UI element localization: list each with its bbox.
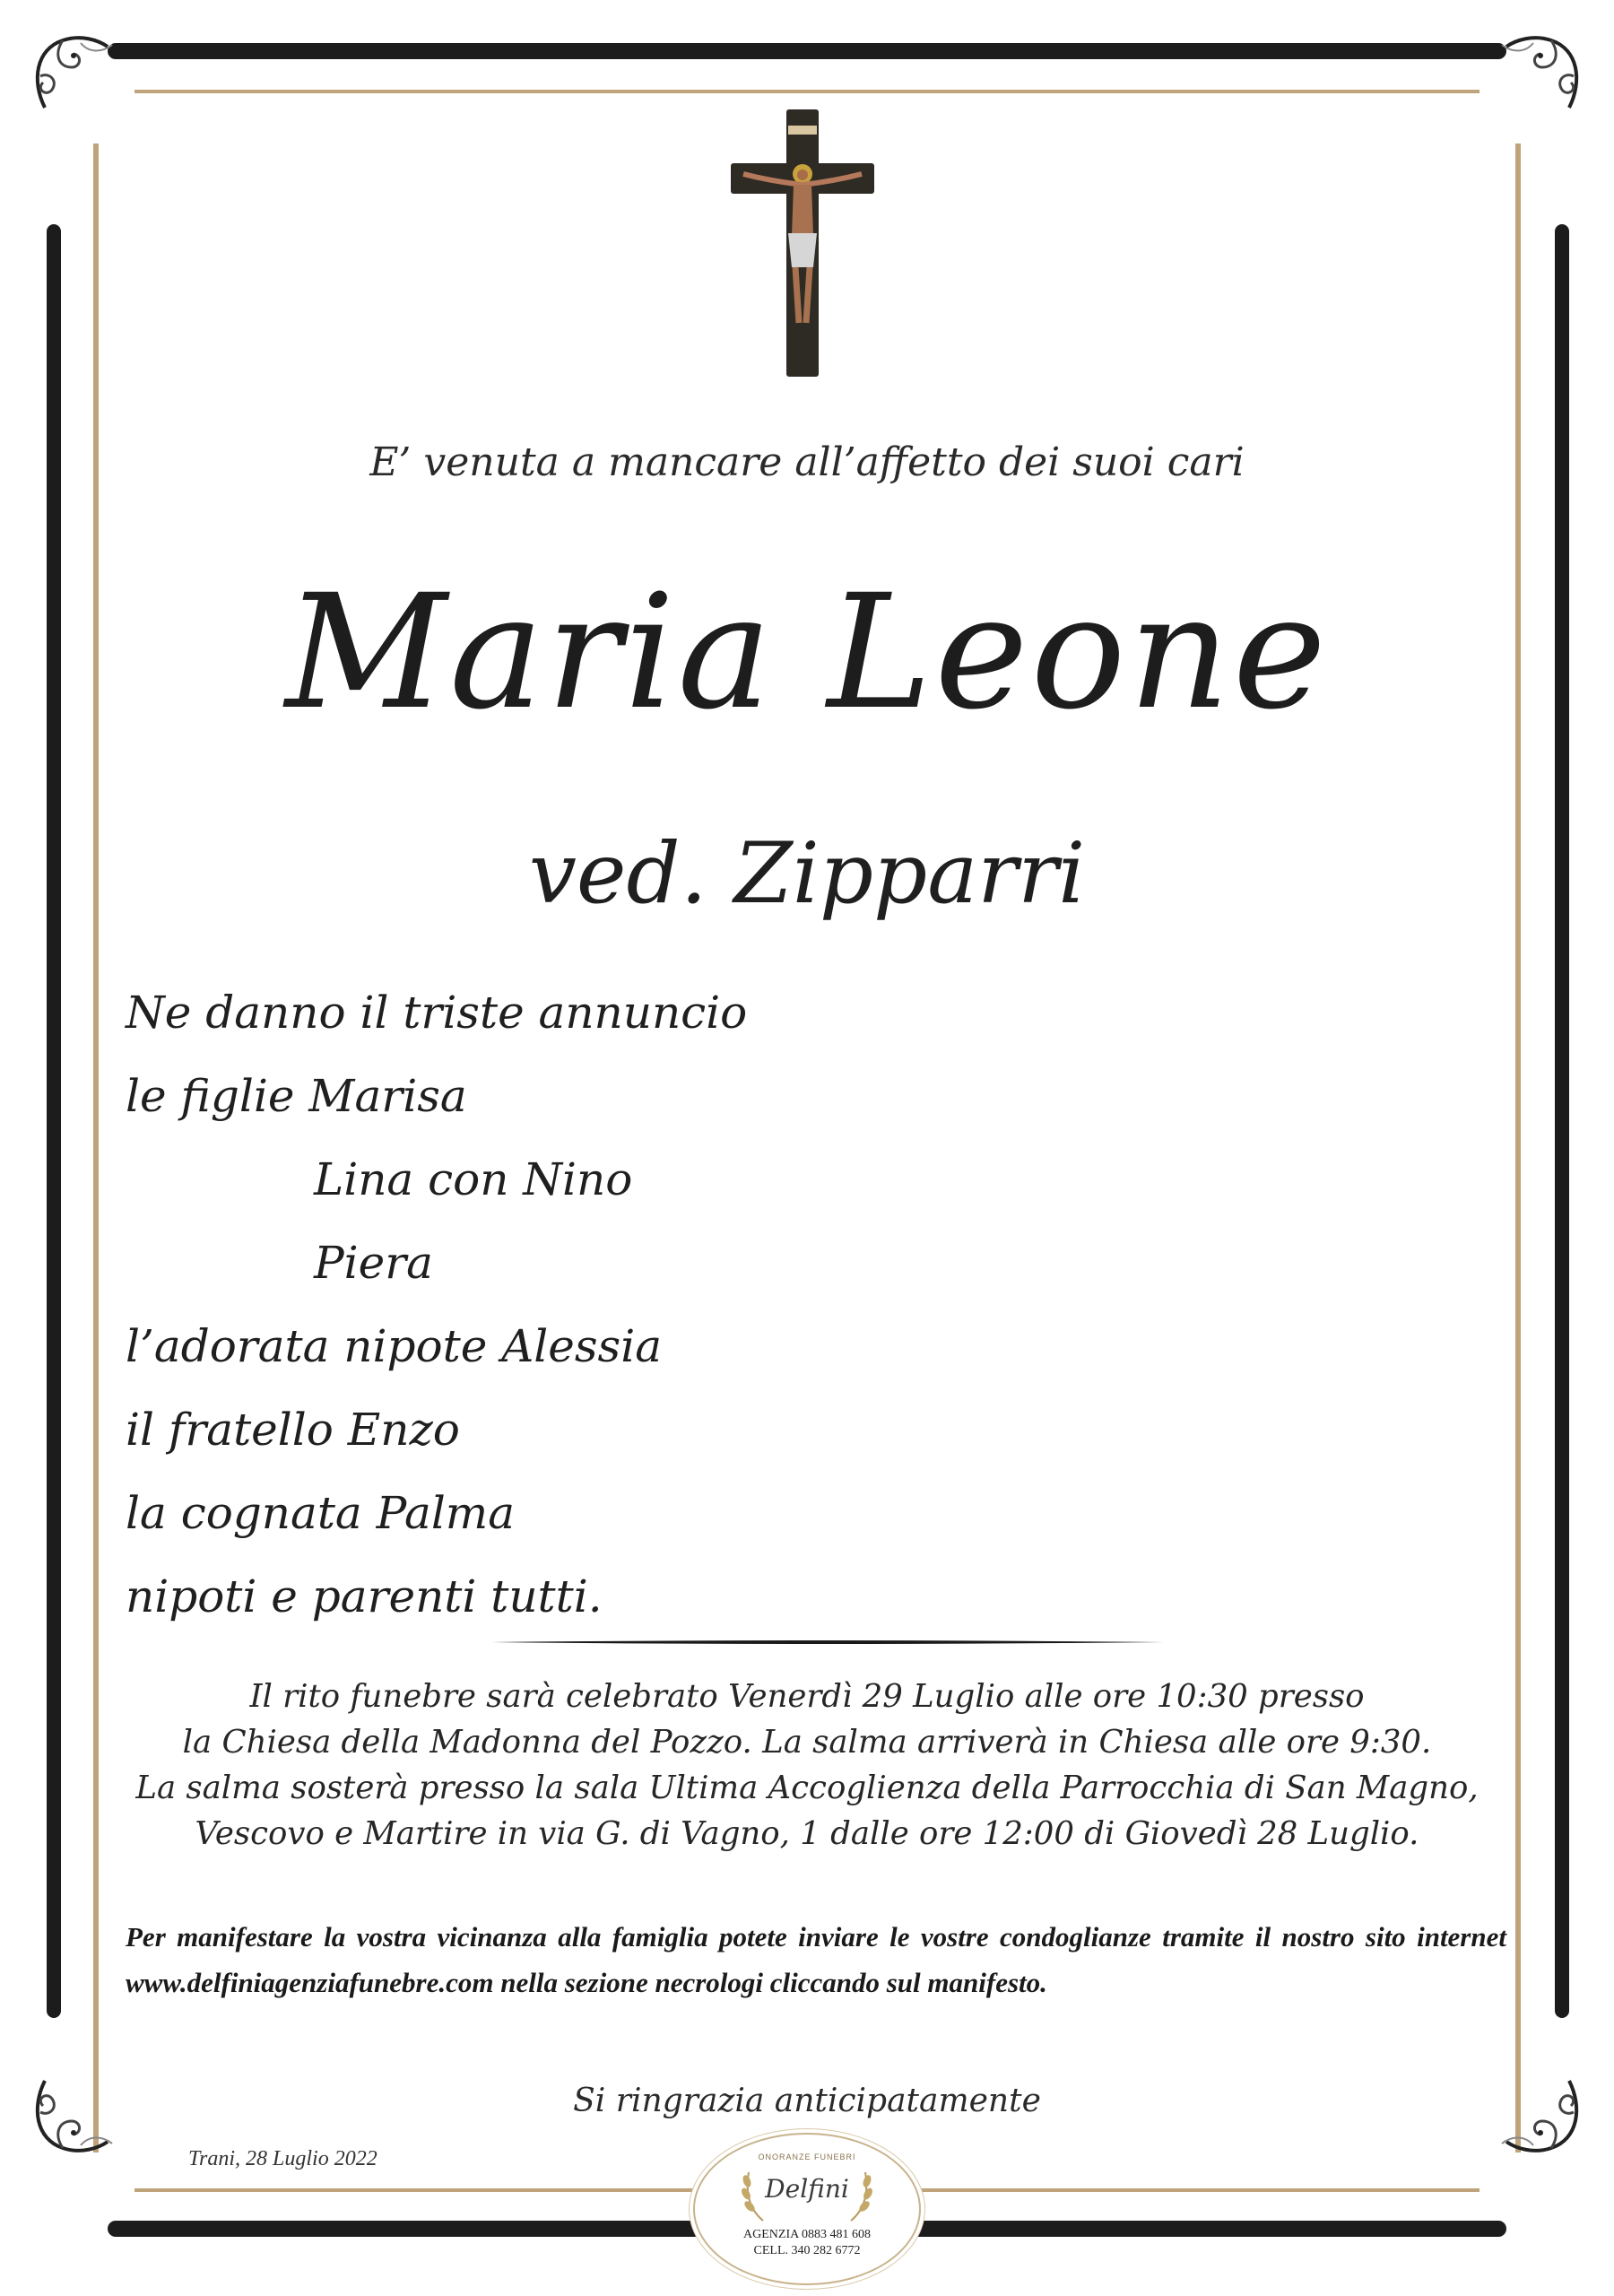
mourner-line: l’adorata nipote Alessia (126, 1320, 662, 1372)
deceased-name: Maria Leone (285, 561, 1329, 744)
mourner-line: nipoti e parenti tutti. (126, 1570, 603, 1622)
place-date: Trani, 28 Luglio 2022 (188, 2147, 377, 2170)
mourner-line: Piera (314, 1237, 433, 1289)
married-name: ved. Zipparri (528, 825, 1086, 923)
funeral-line: la Chiesa della Madonna del Pozzo. La salma arriverà in Chiesa alle ore 9:30. (182, 1724, 1432, 1761)
agency-tagline: ONORANZE FUNEBRI (758, 2152, 856, 2161)
crucifix-icon (731, 109, 874, 377)
frame-gold-top-line (134, 90, 1480, 93)
agency-phone: AGENZIA 0883 481 608 (743, 2228, 871, 2241)
corner-ornament-icon (27, 27, 126, 126)
mourner-line: le figlie Marisa (126, 1070, 467, 1122)
corner-ornament-icon (1488, 27, 1587, 126)
agency-logo (693, 2133, 921, 2285)
divider-line (491, 1639, 1164, 1645)
funeral-line: Vescovo e Martire in via G. di Vagno, 1 dalle ore 12:00 di Giovedì 28 Luglio. (195, 1815, 1419, 1852)
frame-top-bar (108, 43, 1506, 59)
mourner-line: Lina con Nino (314, 1153, 633, 1205)
mourner-line: il fratello Enzo (126, 1404, 460, 1456)
thanks-text: Si ringrazia anticipatamente (573, 2083, 1041, 2119)
funeral-line: La salma sosterà presso la sala Ultima Accoglienza della Parrocchia di San Magno, (135, 1770, 1479, 1806)
intro-text: E’ venuta a mancare all’affetto dei suoi cari (369, 439, 1245, 485)
agency-brand: Delfini (765, 2174, 849, 2204)
funeral-details (0, 1674, 1614, 1857)
agency-cell: CELL. 340 282 6772 (753, 2244, 861, 2257)
mourner-line: Ne danno il triste annuncio (126, 987, 748, 1039)
funeral-line: Il rito funebre sarà celebrato Venerdì 29 Luglio alle ore 10:30 presso (249, 1678, 1365, 1715)
mourner-line: la cognata Palma (126, 1487, 516, 1539)
condolences-notice: Per manifestare la vostra vicinanza alla famiglia potete inviare le vostre condoglianze tramite il nostro sito internet www.delfiniagenziafunebre.com nella sezione necrologi cliccando sul manifesto. (126, 1921, 1506, 1998)
